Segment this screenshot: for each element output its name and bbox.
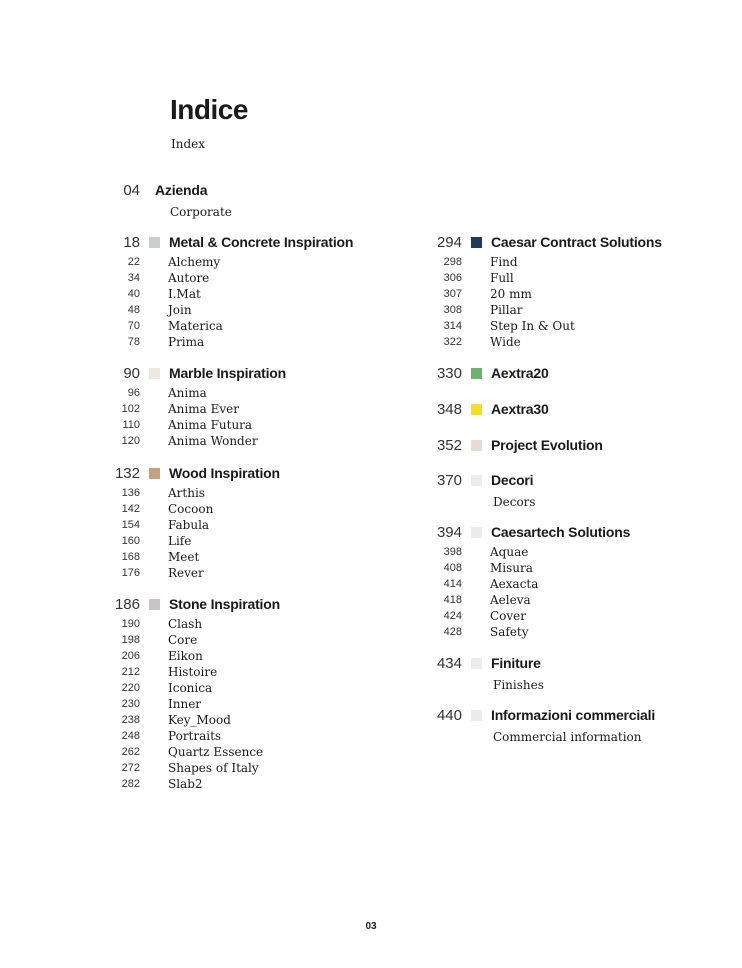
item-name: Histoire [168, 665, 218, 679]
list-item[interactable] [0, 544, 630, 560]
section-number: 394 [436, 523, 462, 541]
item-page-number: 70 [127, 320, 140, 332]
item-name: Clash [168, 617, 203, 631]
item-page-number: 308 [443, 304, 462, 316]
item-page-number: 298 [443, 256, 462, 268]
section-number: 352 [436, 436, 462, 454]
item-name: Anima Wonder [168, 434, 258, 448]
item-name: Fabula [168, 518, 210, 532]
list-item[interactable] [0, 592, 630, 608]
section-contract[interactable] [0, 232, 662, 350]
item-page-number: 398 [443, 546, 462, 558]
section-title: Caesartech Solutions [491, 524, 631, 540]
color-swatch [471, 710, 482, 721]
item-page-number: 307 [443, 288, 462, 300]
item-name: 20 mm [490, 287, 532, 301]
item-page-number: 418 [443, 594, 462, 606]
item-name: Key_Mood [168, 713, 231, 727]
section-number: 04 [123, 181, 140, 199]
item-name: Portraits [168, 729, 222, 743]
item-name: Prima [168, 335, 205, 349]
item-page-number: 142 [121, 503, 140, 515]
section-number: 294 [436, 233, 462, 251]
item-page-number: 322 [443, 336, 462, 348]
section-title: Aextra20 [491, 365, 549, 381]
item-name: Cocoon [168, 502, 214, 516]
list-item[interactable] [0, 417, 286, 433]
page-number: 03 [365, 921, 377, 932]
section-title: Decori [491, 472, 534, 488]
item-page-number: 160 [121, 535, 140, 547]
item-list [0, 544, 630, 640]
item-page-number: 34 [127, 272, 140, 284]
item-name: Aexacta [490, 577, 539, 591]
item-name: Aeleva [490, 593, 531, 607]
section-title: Azienda [155, 182, 208, 198]
color-swatch [471, 527, 482, 538]
section-title: Caesar Contract Solutions [491, 234, 662, 250]
item-page-number: 96 [127, 387, 140, 399]
section-aextra30[interactable] [0, 399, 549, 419]
item-name: Cover [490, 609, 527, 623]
list-item[interactable] [0, 318, 662, 334]
color-swatch [471, 404, 482, 415]
item-page-number: 48 [127, 304, 140, 316]
section-azienda[interactable] [0, 180, 232, 220]
item-name: Iconica [168, 681, 213, 695]
list-item[interactable] [0, 576, 630, 592]
item-name: Autore [168, 271, 210, 285]
item-page-number: 282 [121, 778, 140, 790]
item-page-number: 414 [443, 578, 462, 590]
color-swatch [471, 368, 482, 379]
item-page-number: 262 [121, 746, 140, 758]
item-page-number: 408 [443, 562, 462, 574]
item-name: Life [168, 534, 192, 548]
list-item[interactable] [0, 302, 662, 318]
section-subtitle: Finishes [493, 678, 544, 692]
item-name: I.Mat [168, 287, 201, 301]
section-number: 348 [436, 400, 462, 418]
list-item[interactable] [0, 254, 662, 270]
section-finiture[interactable] [0, 653, 544, 693]
item-name: Meet [168, 550, 200, 564]
section-number: 186 [114, 595, 140, 613]
section-number: 440 [436, 706, 462, 724]
item-list [0, 254, 662, 350]
item-page-number: 206 [121, 650, 140, 662]
item-name: Safety [490, 625, 529, 639]
section-title: Stone Inspiration [169, 596, 280, 612]
item-name: Wide [490, 335, 521, 349]
color-swatch [471, 440, 482, 451]
item-page-number: 230 [121, 698, 140, 710]
list-item[interactable] [0, 744, 280, 760]
color-swatch [471, 237, 482, 248]
list-item[interactable] [0, 286, 662, 302]
section-title: Wood Inspiration [169, 465, 280, 481]
list-item[interactable] [0, 334, 662, 350]
item-name: Full [490, 271, 514, 285]
item-page-number: 40 [127, 288, 140, 300]
section-title: Project Evolution [491, 437, 603, 453]
item-name: Arthis [168, 486, 205, 500]
section-subtitle: Commercial information [493, 730, 642, 744]
list-item[interactable] [0, 776, 280, 792]
item-page-number: 78 [127, 336, 140, 348]
item-name: Alchemy [168, 255, 221, 269]
item-name: Core [168, 633, 198, 647]
section-decori[interactable] [0, 470, 536, 510]
item-page-number: 176 [121, 567, 140, 579]
item-page-number: 272 [121, 762, 140, 774]
item-name: Slab2 [168, 777, 203, 791]
section-subtitle: Corporate [170, 205, 232, 219]
item-page-number: 168 [121, 551, 140, 563]
item-name: Pillar [490, 303, 523, 317]
section-number: 18 [123, 233, 140, 251]
item-name: Find [490, 255, 518, 269]
item-page-number: 238 [121, 714, 140, 726]
item-name: Shapes of Italy [168, 761, 259, 775]
item-name: Rever [168, 566, 204, 580]
page-subtitle: Index [171, 137, 206, 151]
item-page-number: 428 [443, 626, 462, 638]
section-evolution[interactable] [0, 435, 603, 455]
page-title: Indice [170, 94, 248, 125]
section-number: 370 [436, 471, 462, 489]
item-name: Anima Futura [168, 418, 253, 432]
item-page-number: 220 [121, 682, 140, 694]
section-number: 132 [114, 464, 140, 482]
section-number: 434 [436, 654, 462, 672]
item-name: Step In & Out [490, 319, 575, 333]
section-caesartech[interactable] [0, 522, 630, 640]
list-item[interactable] [0, 560, 630, 576]
section-title: Aextra30 [491, 401, 549, 417]
section-number: 330 [436, 364, 462, 382]
section-number: 90 [123, 364, 140, 382]
item-name: Materica [168, 319, 223, 333]
item-page-number: 198 [121, 634, 140, 646]
section-title: Marble Inspiration [169, 365, 286, 381]
item-name: Eikon [168, 649, 203, 663]
list-item[interactable] [0, 624, 630, 640]
item-page-number: 102 [121, 403, 140, 415]
item-list [0, 616, 280, 792]
item-page-number: 190 [121, 618, 140, 630]
item-page-number: 110 [122, 419, 140, 431]
item-page-number: 22 [127, 256, 140, 268]
item-name: Aquae [490, 545, 529, 559]
section-title: Metal & Concrete Inspiration [169, 234, 354, 250]
item-page-number: 314 [443, 320, 462, 332]
item-page-number: 306 [443, 272, 462, 284]
item-page-number: 136 [121, 487, 140, 499]
section-subtitle: Decors [493, 495, 536, 509]
color-swatch [471, 475, 482, 486]
section-title: Finiture [491, 655, 541, 671]
list-item[interactable] [0, 270, 662, 286]
item-name: Anima [168, 386, 207, 400]
item-name: Misura [490, 561, 533, 575]
item-page-number: 154 [121, 519, 140, 531]
section-informazioni[interactable] [0, 705, 655, 745]
item-page-number: 120 [121, 435, 140, 447]
item-page-number: 212 [121, 666, 140, 678]
color-swatch [471, 658, 482, 669]
item-name: Join [168, 303, 192, 317]
item-name: Inner [168, 697, 202, 711]
item-name: Anima Ever [168, 402, 239, 416]
section-title: Informazioni commerciali [491, 707, 656, 723]
section-aextra20[interactable] [0, 363, 549, 383]
item-page-number: 248 [121, 730, 140, 742]
item-page-number: 424 [443, 610, 462, 622]
list-item[interactable] [0, 760, 280, 776]
list-item[interactable] [0, 608, 630, 624]
item-name: Quartz Essence [168, 745, 264, 759]
